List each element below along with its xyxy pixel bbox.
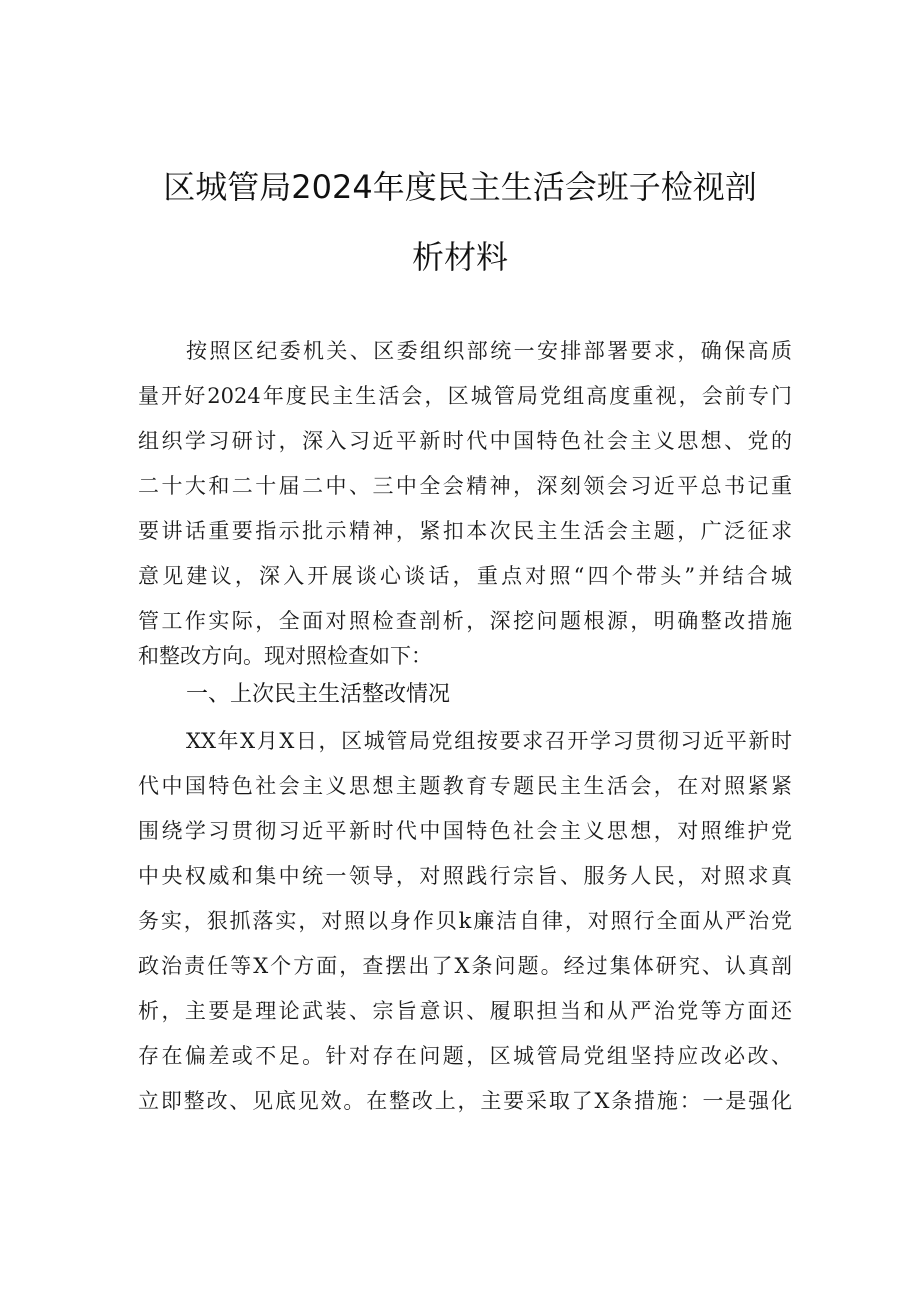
paragraph-2-line: 立即整改、见底见效。在整改上，主要采取了X条措施：一是强化: [138, 1089, 792, 1113]
paragraph-2-line: 围绕学习贯彻习近平新时代中国特色社会主义思想，对照维护党: [138, 819, 792, 843]
paragraph-2-line: 代中国特色社会主义思想主题教育专题民主生活会，在对照紧紧: [138, 774, 792, 798]
paragraph-1-line: 按照区纪委机关、区委组织部统一安排部署要求，确保高质: [186, 339, 792, 363]
section-heading: 一、上次民主生活整改情况: [186, 682, 451, 707]
paragraph-1-line: 组织学习研讨，深入习近平新时代中国特色社会主义思想、党的: [138, 429, 792, 453]
paragraph-1-line: 和整改方向。现对照检查如下：: [138, 644, 432, 668]
paragraph-2-line: XX年X月X日，区城管局党组按要求召开学习贯彻习近平新时: [186, 729, 792, 753]
paragraph-2-line: 析，主要是理论武装、宗旨意识、履职担当和从严治党等方面还: [138, 999, 792, 1023]
paragraph-1-line: 意见建议，深入开展谈心谈话，重点对照“四个带头”并结合城: [138, 564, 792, 588]
document-title-line-2: 析材料: [411, 238, 508, 276]
paragraph-2-line: 务实，狠抓落实，对照以身作贝k廉洁自律，对照行全面从严治党: [138, 909, 792, 933]
paragraph-2-line: 中央权威和集中统一领导，对照践行宗旨、服务人民，对照求真: [138, 864, 792, 888]
paragraph-1-line: 量开好2024年度民主生活会，区城管局党组高度重视，会前专门: [138, 384, 792, 408]
paragraph-1-line: 管工作实际，全面对照检查剖析，深挖问题根源，明确整改措施: [138, 609, 792, 633]
paragraph-2-line: 存在偏差或不足。针对存在问题，区城管局党组坚持应改必改、: [138, 1044, 792, 1068]
paragraph-1-line: 要讲话重要指示批示精神，紧扣本次民主生活会主题，广泛征求: [138, 519, 792, 543]
document-title-line-1: 区城管局2024年度民主生活会班子检视剖: [163, 168, 757, 206]
paragraph-2-line: 政治责任等X个方面，查摆出了X条问题。经过集体研究、认真剖: [138, 954, 792, 978]
paragraph-1-line: 二十大和二十届二中、三中全会精神，深刻领会习近平总书记重: [138, 474, 792, 498]
